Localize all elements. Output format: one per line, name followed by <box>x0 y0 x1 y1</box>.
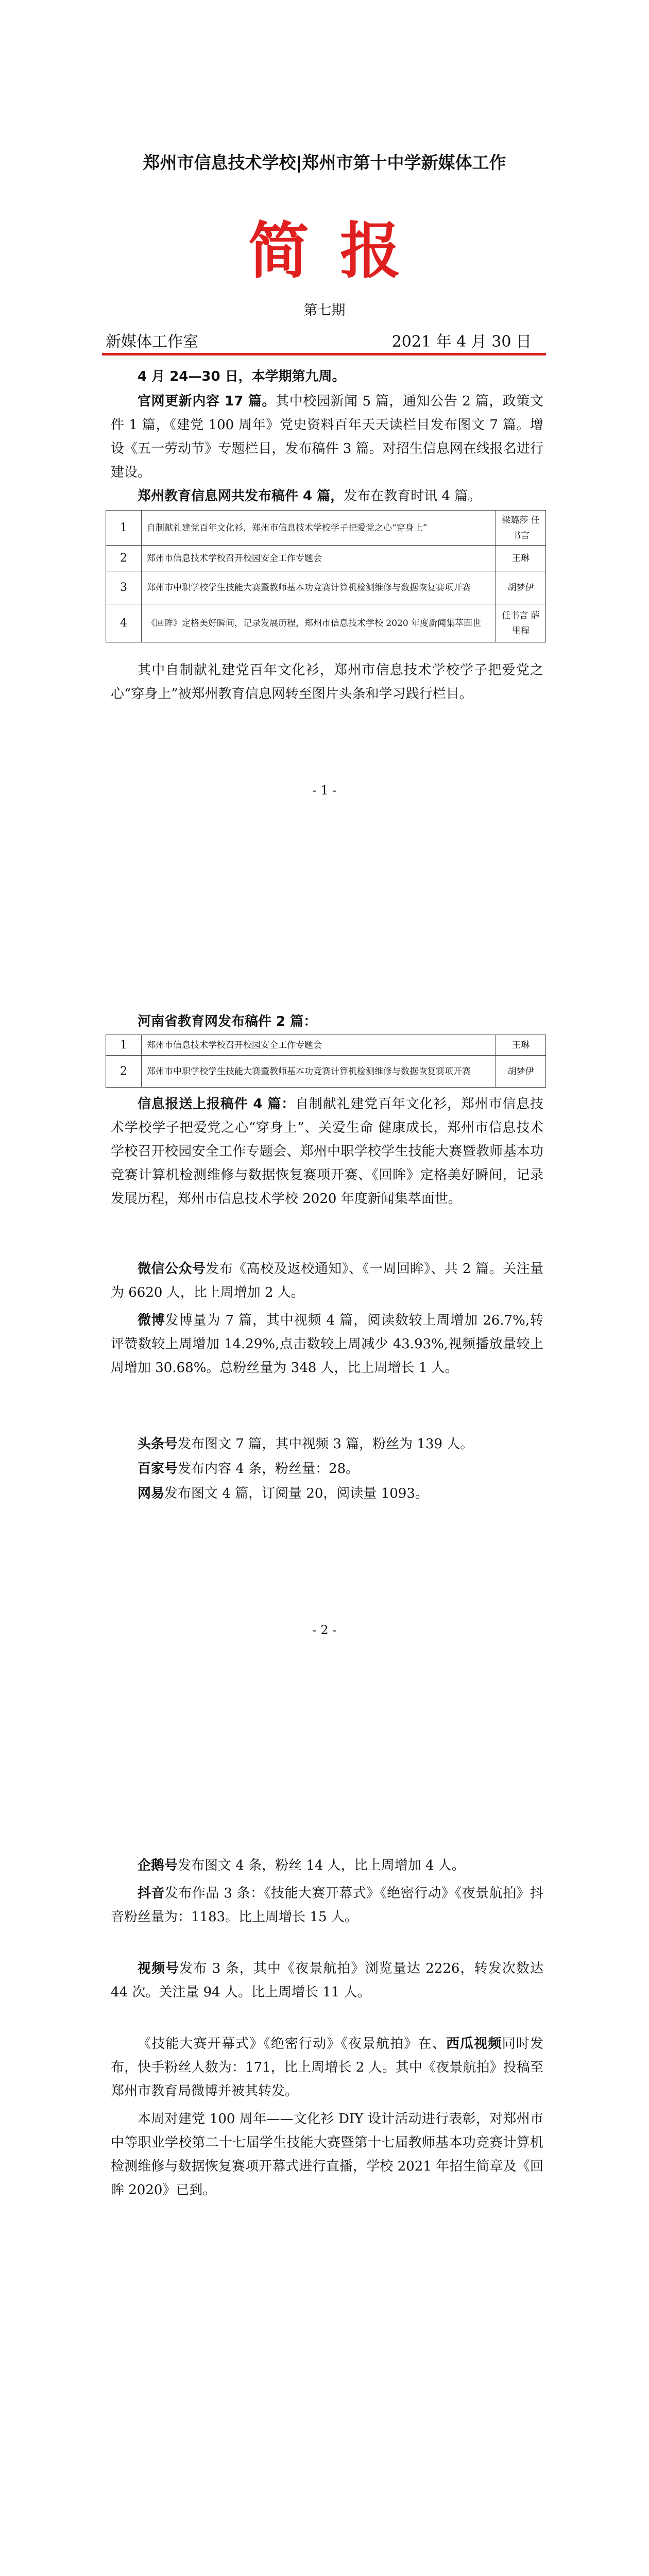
douyin-body: 发布作品 3 条：《技能大赛开幕式》《绝密行动》《夜景航拍》抖音粉丝量为：1183。比上周增长 15 人。 <box>111 1886 543 1925</box>
baijia-body: 发布内容 4 条，粉丝量：28。 <box>178 1461 360 1477</box>
kuaishou-paragraph <box>111 2032 543 2103</box>
zz-edu-lead: 郑州教育信息网共发布稿件 4 篇， <box>138 488 344 504</box>
wechat-lead: 微信公众号 <box>138 1261 206 1277</box>
row-number: 2 <box>106 546 142 571</box>
page-number-1: - 1 - <box>312 783 337 798</box>
penguin-paragraph <box>111 1854 543 1877</box>
office-name: 新媒体工作室 <box>106 333 198 351</box>
bulletin-title: 简报 <box>248 215 432 286</box>
row-author: 王琳 <box>496 546 546 571</box>
row-title: 郑州市信息技术学校召开校园安全工作专题会 <box>142 1035 496 1056</box>
row-title: 郑州市中职学校学生技能大赛暨教师基本功竞赛计算机检测维修与数据恢复赛项开赛 <box>142 1056 496 1088</box>
row-author: 胡梦伊 <box>496 1056 546 1088</box>
douyin-paragraph <box>111 1882 543 1929</box>
issue-date: 2021 年 4 月 30 日 <box>391 333 532 351</box>
weibo-body: 发博量为 7 篇，其中视频 4 篇，阅读数较上周增加 26.7%,转评赞数较上周增加 14.29%,点击数较上周减少 43.93%,视频播放量较上周增加 30.68%。总粉丝量为 348 人，比上周增长 1 人。 <box>111 1313 543 1376</box>
kuaishou-mid: 、 <box>432 2036 446 2052</box>
row-author: 梁璐莎 任书言 <box>496 511 546 546</box>
red-divider <box>102 353 546 355</box>
toutiao-lead: 头条号 <box>138 1436 178 1452</box>
table-row <box>106 571 546 604</box>
row-author: 胡梦伊 <box>496 571 546 604</box>
intro-line: 4 月 24—30 日，本学期第九周。 <box>138 369 346 384</box>
row-number: 1 <box>106 511 142 546</box>
weibo-lead: 微博 <box>138 1313 165 1328</box>
official-site-lead: 官网更新内容 17 篇。 <box>138 394 276 409</box>
kuaishou-pre: 《技能大赛开幕式》《绝密行动》《夜景航拍》在 <box>138 2036 432 2052</box>
row-title: 郑州市信息技术学校召开校园安全工作专题会 <box>142 546 496 571</box>
page-number-2: - 2 - <box>312 1623 337 1637</box>
info-report-paragraph <box>111 1092 543 1211</box>
toutiao-body: 发布图文 7 篇，其中视频 3 篇，粉丝为 139 人。 <box>178 1436 474 1452</box>
row-author: 王琳 <box>496 1035 546 1056</box>
row-number: 2 <box>106 1056 142 1088</box>
row-number: 1 <box>106 1035 142 1056</box>
closing-paragraph: 本周对建党 100 周年——文化衫 DIY 设计活动进行表彰，对郑州市中等职业学校第二十七届学生技能大赛暨第十七届教师基本功竞赛计算机检测维修与数据恢复赛项开幕式进行直播，学校 2021 年招生简章及《回眸 2020》已到。 <box>111 2111 543 2198</box>
zz-edu-paragraph <box>111 484 543 508</box>
row-number: 4 <box>106 604 142 642</box>
baijia-paragraph <box>111 1457 543 1481</box>
table-row <box>106 511 546 546</box>
henan-edu-table <box>106 1035 546 1088</box>
weibo-paragraph <box>111 1309 543 1380</box>
row-title: 郑州市中职学校学生技能大赛暨教师基本功竞赛计算机检测维修与数据恢复赛项开赛 <box>142 571 496 604</box>
row-author: 任书言 薛里程 <box>496 604 546 642</box>
douyin-lead: 抖音 <box>138 1886 165 1901</box>
netease-lead: 网易 <box>138 1486 165 1501</box>
table-row <box>106 1035 546 1056</box>
wechat-paragraph <box>111 1257 543 1304</box>
info-report-lead: 信息报送上报稿件 4 篇： <box>138 1096 296 1112</box>
row-title: 自制献礼建党百年文化衫，郑州市信息技术学校学子把爱党之心“穿身上” <box>142 511 496 546</box>
henan-edu-lead: 河南省教育网发布稿件 2 篇： <box>138 1014 317 1029</box>
wechat-body: 发布《高校及返校通知》、《一周回眸》、共 2 篇。关注量为 6620 人，比上周增加 2 人。 <box>111 1261 543 1300</box>
table-row <box>106 604 546 642</box>
netease-paragraph <box>111 1482 543 1505</box>
netease-body: 发布图文 4 篇，订阅量 20，阅读量 1093。 <box>164 1486 429 1501</box>
kuaishou-body: 同时发布，快手粉丝人数为：171，比上周增长 2 人。其中《夜景航拍》投稿至郑州市教育局微博并被其转发。 <box>111 2036 543 2099</box>
zz-edu-note: 其中自制献礼建党百年文化衫，郑州市信息技术学校学子把爱党之心“穿身上”被郑州教育信息网转至图片头条和学习践行栏目。 <box>111 663 543 702</box>
table-row <box>106 546 546 571</box>
penguin-lead: 企鹅号 <box>138 1858 178 1873</box>
table-row <box>106 1056 546 1088</box>
row-title: 《回眸》定格美好瞬间，记录发展历程，郑州市信息技术学校 2020 年度新闻集萃面世 <box>142 604 496 642</box>
official-site-body: 其中校园新闻 5 篇，通知公告 2 篇，政策文件 1 篇，《建党 100 周年》党史资料百年天天读栏目发布图文 7 篇。增设《五一劳动节》专题栏目，发布稿件 3 篇。对招生信息网在线报名进行建设。 <box>111 394 543 480</box>
penguin-body: 发布图文 4 条，粉丝 14 人，比上周增加 4 人。 <box>178 1858 465 1873</box>
xigua-lead: 西瓜视频 <box>446 2036 502 2052</box>
toutiao-paragraph <box>111 1432 543 1456</box>
channels-lead: 视频号 <box>138 1961 180 1976</box>
row-number: 3 <box>106 571 142 604</box>
baijia-lead: 百家号 <box>138 1461 178 1477</box>
zz-edu-table <box>106 510 546 642</box>
zz-edu-body: 发布在教育时讯 4 篇。 <box>344 488 482 504</box>
official-site-paragraph <box>111 389 543 484</box>
org-header: 郑州市信息技术学校|郑州市第十中学新媒体工作 <box>143 152 506 173</box>
issue-number: 第七期 <box>303 302 346 318</box>
channels-body: 发布 3 条，其中《夜景航拍》浏览量达 2226，转发次数达 44 次。关注量 94 人。比上周增长 11 人。 <box>111 1961 543 2000</box>
channels-paragraph <box>111 1957 543 2004</box>
info-report-body: 自制献礼建党百年文化衫，郑州市信息技术学校学子把爱党之心“穿身上”、关爱生命 健康成长，郑州市信息技术学校召开校园安全工作专题会、郑州中职学校学生技能大赛暨教师基本功竞赛计算机检测维修与数据恢复赛项开赛、《回眸》定格美好瞬间，记录发展历程，郑州市信息技术学校 2020 年度新闻集萃面世。 <box>111 1096 543 1207</box>
